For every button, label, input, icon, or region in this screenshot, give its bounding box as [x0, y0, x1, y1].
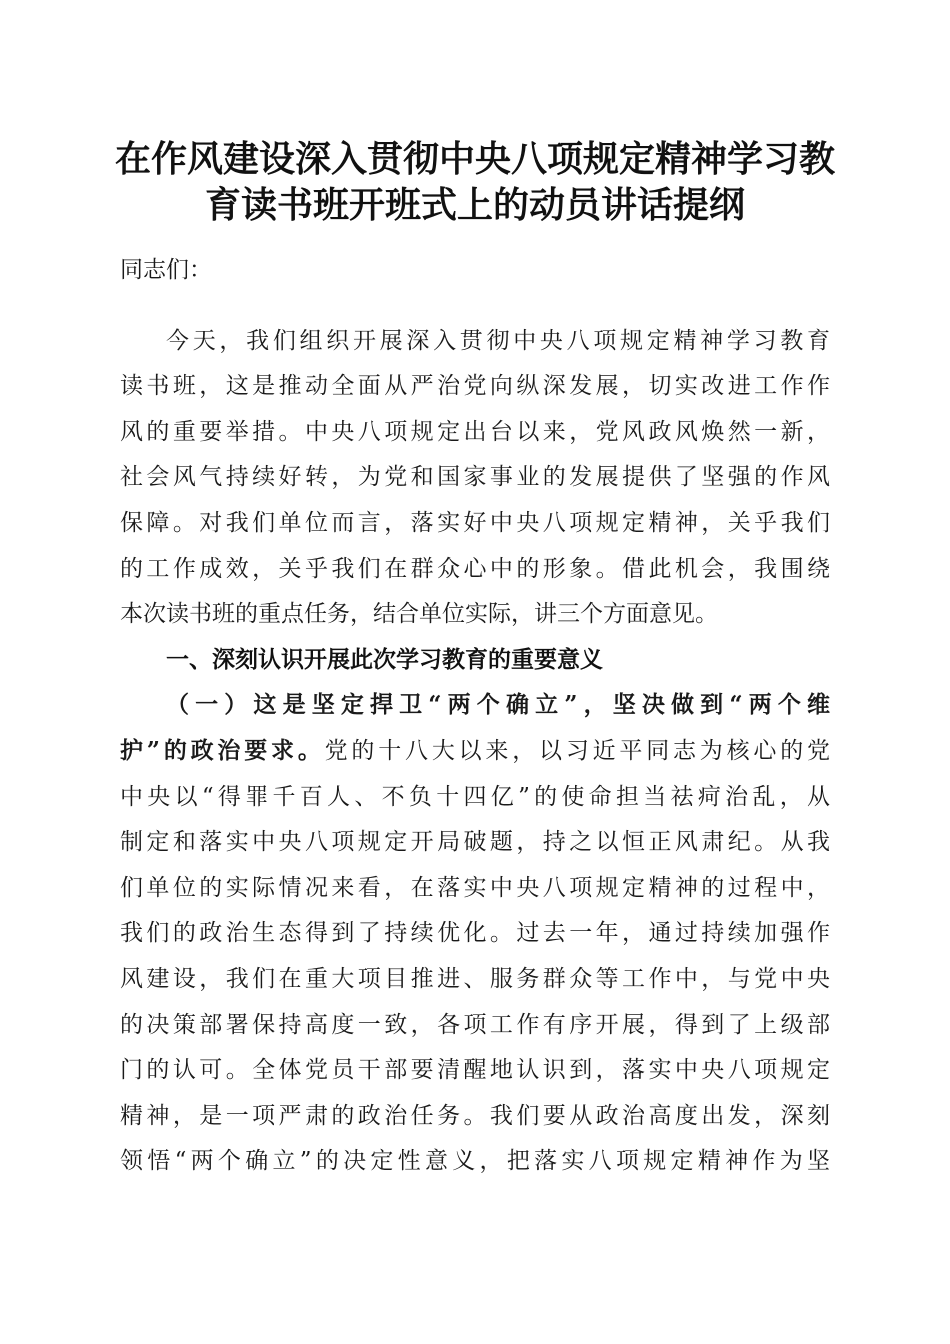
paragraph-1-line: 本次读书班的重点任务，结合单位实际，讲三个方面意见。	[120, 601, 718, 627]
document-title-line-1: 在作风建设深入贯彻中央八项规定精神学习教	[114, 138, 835, 180]
paragraph-2-line: 领悟“两个确立”的决定性意义，把落实八项规定精神作为坚	[120, 1148, 830, 1174]
document-title-line-2: 育读书班开班式上的动员讲话提纲	[204, 184, 745, 226]
paragraph-1-line: 读书班，这是推动全面从严治党向纵深发展，切实改进工作作	[120, 373, 830, 399]
section-heading-1: 一、深刻认识开展此次学习教育的重要意义	[166, 647, 603, 673]
paragraph-2-line: 精神，是一项严肃的政治任务。我们要从政治高度出发，深刻	[120, 1103, 830, 1129]
paragraph-1-line: 保障。对我们单位而言，落实好中央八项规定精神，关乎我们	[120, 510, 830, 536]
paragraph-2-line: 中央以“得罪千百人、不负十四亿”的使命担当祛疴治乱，从	[120, 784, 830, 810]
paragraph-1-line: 的工作成效，关乎我们在群众心中的形象。借此机会，我围绕	[120, 556, 830, 582]
paragraph-2-start: 党的十八大以来，以习近平同志为核心的党	[324, 738, 831, 764]
paragraph-2-line: 门的认可。全体党员干部要清醒地认识到，落实中央八项规定	[120, 1057, 830, 1083]
paragraph-1-line: 今天，我们组织开展深入贯彻中央八项规定精神学习教育	[166, 328, 830, 354]
paragraph-1-line: 风的重要举措。中央八项规定出台以来，党风政风焕然一新，	[120, 419, 830, 445]
sub-heading-1-continuation	[120, 731, 830, 771]
sub-heading-1: （一）这是坚定捍卫“两个确立”，坚决做到“两个维	[166, 691, 830, 718]
salutation: 同志们：	[120, 257, 212, 283]
paragraph-2-line: 制定和落实中央八项规定开局破题，持之以恒正风肃纪。从我	[120, 829, 830, 855]
paragraph-1-line: 社会风气持续好转，为党和国家事业的发展提供了坚强的作风	[120, 464, 830, 490]
paragraph-2-line: 们单位的实际情况来看，在落实中央八项规定精神的过程中，	[120, 875, 830, 901]
paragraph-2-line: 我们的政治生态得到了持续优化。过去一年，通过持续加强作	[120, 920, 830, 946]
paragraph-2-line: 风建设，我们在重大项目推进、服务群众等工作中，与党中央	[120, 966, 830, 992]
paragraph-2-line: 的决策部署保持高度一致，各项工作有序开展，得到了上级部	[120, 1012, 830, 1038]
sub-heading-1-end: 护”的政治要求。	[120, 737, 325, 764]
